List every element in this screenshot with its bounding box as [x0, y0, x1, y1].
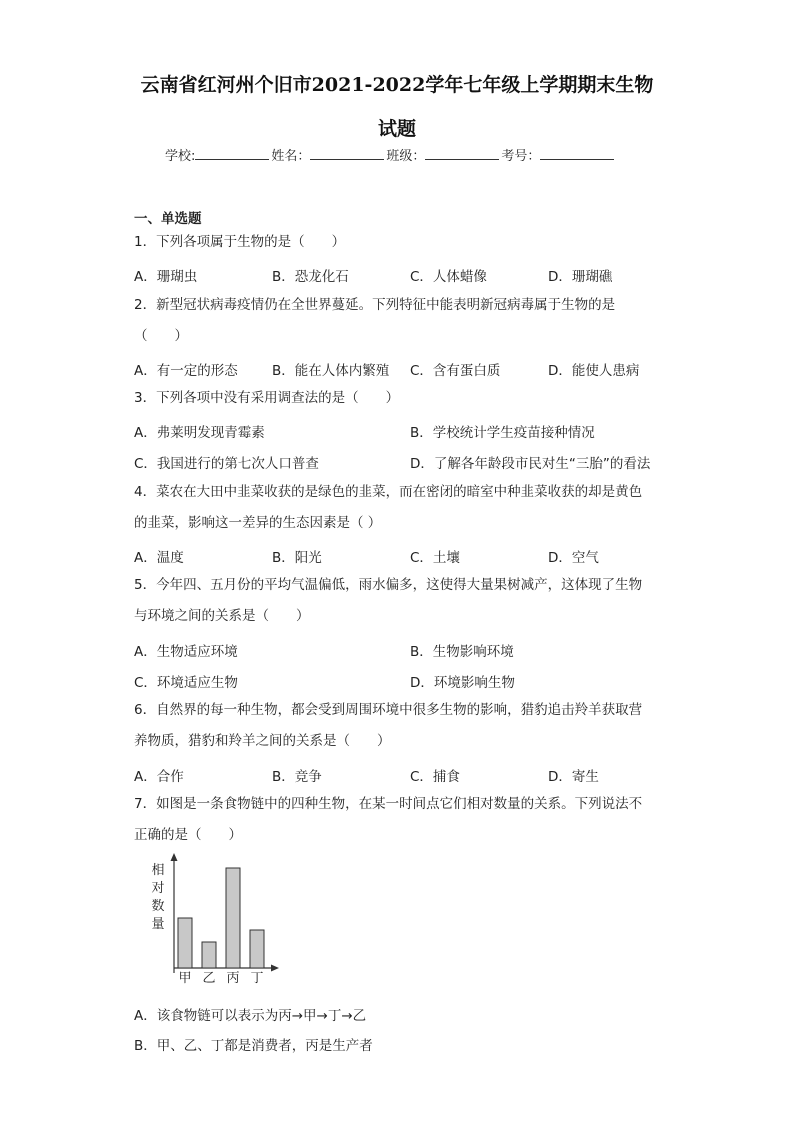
option-c[interactable]: C．环境适应生物 [134, 675, 238, 691]
option-b[interactable]: B．学校统计学生疫苗接种情况 [410, 425, 595, 441]
y-axis-label-char: 数 [151, 899, 165, 914]
option-c[interactable]: C．土壤 [410, 550, 460, 566]
question-1 [134, 227, 664, 258]
class-blank[interactable] [425, 147, 499, 160]
option-b[interactable]: B．生物影响环境 [410, 644, 514, 660]
bars [178, 868, 264, 968]
option-d[interactable]: D．寄生 [548, 769, 599, 785]
question-text: 4．菜农在大田中韭菜收获的是绿色的韭菜，而在密闭的暗室中种韭菜收获的却是黄色 [134, 484, 643, 500]
option-b[interactable]: B．恐龙化石 [272, 269, 349, 285]
school-label: 学校: [165, 149, 196, 164]
x-tick-label: 乙 [202, 971, 216, 985]
document-title: 云南省红河州个旧市2021-2022学年七年级上学期期末生物 [140, 74, 654, 96]
question-6 [134, 695, 664, 757]
option-a[interactable]: A．该食物链可以表示为丙→甲→丁→乙 [134, 1008, 367, 1024]
options-row [134, 421, 664, 443]
question-text: 5．今年四、五月份的平均气温偏低，雨水偏多，这使得大量果树减产，这体现了生物 [134, 577, 643, 593]
option-a[interactable]: A．合作 [134, 769, 184, 785]
name-blank[interactable] [310, 147, 384, 160]
section-heading: 一、单选题 [134, 211, 202, 227]
y-axis-label-char: 量 [151, 917, 165, 932]
option-c[interactable]: C．我国进行的第七次人口普查 [134, 456, 319, 472]
y-axis-label-char: 对 [151, 881, 165, 896]
student-info-line [165, 145, 616, 164]
question-text: 6．自然界的每一种生物，都会受到周围环境中很多生物的影响，猎豹追击羚羊获取营 [134, 702, 643, 718]
options-row [134, 671, 664, 693]
question-text: 1．下列各项属于生物的是（ ） [134, 234, 346, 250]
options-row [134, 452, 664, 474]
options-row [134, 640, 664, 662]
document-title-continued: 试题 [377, 118, 416, 140]
x-tick-label: 甲 [178, 971, 192, 985]
option-d[interactable]: D．能使人患病 [548, 363, 640, 379]
option-b[interactable]: B．甲、乙、丁都是消费者，丙是生产者 [134, 1038, 373, 1054]
bar-丙 [226, 868, 240, 968]
question-text: 养物质，猎豹和羚羊之间的关系是（ ） [134, 733, 391, 749]
bar-甲 [178, 918, 192, 968]
number-label: 考号： [501, 149, 541, 164]
y-axis-arrow [171, 853, 178, 861]
food-chain-bar-chart [134, 850, 294, 985]
class-label: 班级： [386, 149, 426, 164]
question-4 [134, 477, 664, 539]
question-text: 的韭菜，影响这一差异的生态因素是（ ） [134, 515, 382, 531]
y-axis-label [151, 862, 164, 932]
option-a[interactable]: A．温度 [134, 550, 184, 566]
y-axis-label-char: 相 [151, 863, 165, 878]
x-tick-label: 丙 [226, 971, 240, 985]
option-c[interactable]: C．捕食 [410, 769, 460, 785]
option-a[interactable]: A．生物适应环境 [134, 644, 238, 660]
option-c[interactable]: C．含有蛋白质 [410, 363, 501, 379]
x-tick-labels [178, 971, 263, 985]
options-row [134, 1004, 664, 1026]
question-text: 与环境之间的关系是（ ） [134, 608, 310, 624]
question-text: 正确的是（ ） [134, 827, 242, 843]
question-text: 3．下列各项中没有采用调查法的是（ ） [134, 390, 400, 406]
options-row [134, 765, 664, 787]
x-axis-arrow [271, 965, 279, 972]
question-3 [134, 383, 664, 414]
school-blank[interactable] [195, 147, 269, 160]
option-d[interactable]: D．珊瑚礁 [548, 269, 613, 285]
question-5 [134, 570, 664, 632]
options-row [134, 1034, 664, 1056]
bar-丁 [250, 930, 264, 968]
option-d[interactable]: D．空气 [548, 550, 599, 566]
option-a[interactable]: A．珊瑚虫 [134, 269, 198, 285]
question-text: （ ） [134, 328, 188, 344]
bar-乙 [202, 942, 216, 968]
question-2 [134, 290, 664, 352]
option-d[interactable]: D．环境影响生物 [410, 675, 515, 691]
question-7 [134, 789, 664, 851]
x-tick-label: 丁 [250, 971, 264, 985]
question-text: 7．如图是一条食物链中的四种生物，在某一时间点它们相对数量的关系。下列说法不 [134, 796, 643, 812]
options-row [134, 546, 664, 568]
option-b[interactable]: B．阳光 [272, 550, 322, 566]
name-label: 姓名： [271, 149, 311, 164]
option-a[interactable]: A．有一定的形态 [134, 363, 238, 379]
options-row [134, 359, 664, 381]
option-c[interactable]: C．人体蜡像 [410, 269, 487, 285]
question-text: 2．新型冠状病毒疫情仍在全世界蔓延。下列特征中能表明新冠病毒属于生物的是 [134, 297, 616, 313]
option-b[interactable]: B．竞争 [272, 769, 322, 785]
number-blank[interactable] [540, 147, 614, 160]
option-a[interactable]: A．弗莱明发现青霉素 [134, 425, 265, 441]
option-b[interactable]: B．能在人体内繁殖 [272, 363, 390, 379]
options-row [134, 265, 664, 287]
option-d[interactable]: D．了解各年龄段市民对生“三胎”的看法 [410, 456, 651, 472]
